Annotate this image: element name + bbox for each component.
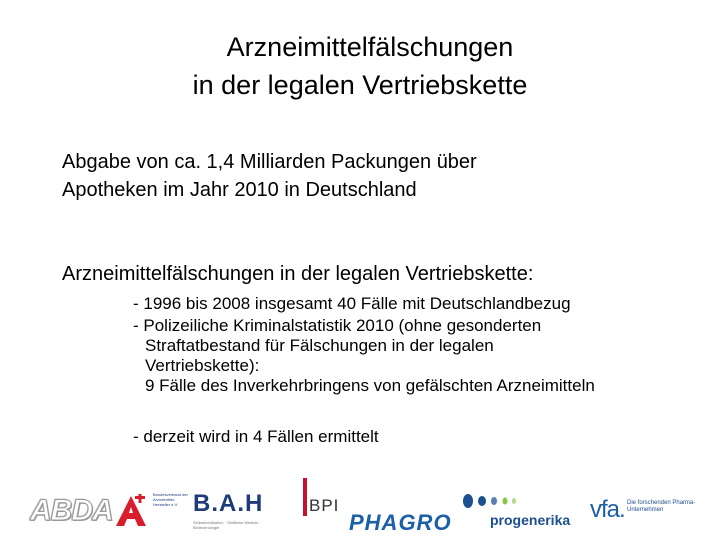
- vfa-logo: [590, 494, 710, 534]
- bullet-crime-line-4: 9 Fälle des Inverkehrbringens von gefälschten Arzneimitteln: [145, 376, 595, 395]
- apotheke-a-icon: [114, 494, 148, 528]
- bullet-crime-line-2: Straftatbestand für Fälschungen in der legalen: [145, 336, 494, 355]
- vfa-logo-text: vfa.: [590, 496, 625, 523]
- progenerika-dots-icon: [462, 492, 532, 512]
- bpi-logo-bar: [303, 478, 307, 516]
- bpi-logo: [303, 478, 349, 518]
- abda-logo-text: ABDA: [30, 494, 113, 527]
- bullet-cases-1996-2008: - 1996 bis 2008 insgesamt 40 Fälle mit Deutschlandbezug: [133, 294, 571, 313]
- section-heading: Arzneimittelfälschungen in der legalen Vertriebskette:: [62, 263, 534, 285]
- bullet-crime-statistics: [133, 316, 595, 396]
- bah-logo-subtitle: Bundesverband der Arzneimittel-Hersteller e.V.: [153, 492, 188, 507]
- phagro-logo: [349, 510, 452, 536]
- bullet-crime-line-1: - Polizeiliche Kriminalstatistik 2010 (ohne gesonderten: [133, 316, 542, 335]
- title-line-1: Arzneimittelfälschungen: [226, 32, 514, 62]
- bah-logo: [153, 492, 273, 538]
- bah-logo-text: B.A.H: [193, 490, 264, 517]
- slide-title: [0, 28, 720, 104]
- vfa-logo-subtitle: Die forschenden Pharma-Unternehmen: [627, 500, 696, 513]
- intro-line-1: Abgabe von ca. 1,4 Milliarden Packungen über: [62, 151, 477, 173]
- bullet-list: [133, 294, 595, 446]
- bullet-investigations: - derzeit wird in 4 Fällen ermittelt: [133, 427, 379, 446]
- bah-logo-tagline: Selbstmedikation · Stoffliche Medizin · Biotechnologie: [193, 520, 261, 530]
- intro-paragraph: [62, 148, 477, 204]
- phagro-logo-text: PHAGRO: [349, 510, 452, 535]
- title-line-2: in der legalen Vertriebskette: [192, 70, 528, 100]
- progenerika-logo: [462, 492, 580, 532]
- bullet-crime-line-3: Vertriebskette):: [145, 356, 260, 375]
- intro-line-2: Apotheken im Jahr 2010 in Deutschland: [62, 179, 417, 201]
- abda-logo: [30, 494, 113, 528]
- progenerika-logo-text: progenerika: [490, 512, 571, 528]
- logo-strip: [0, 470, 720, 540]
- bpi-logo-text: BPI: [309, 496, 340, 515]
